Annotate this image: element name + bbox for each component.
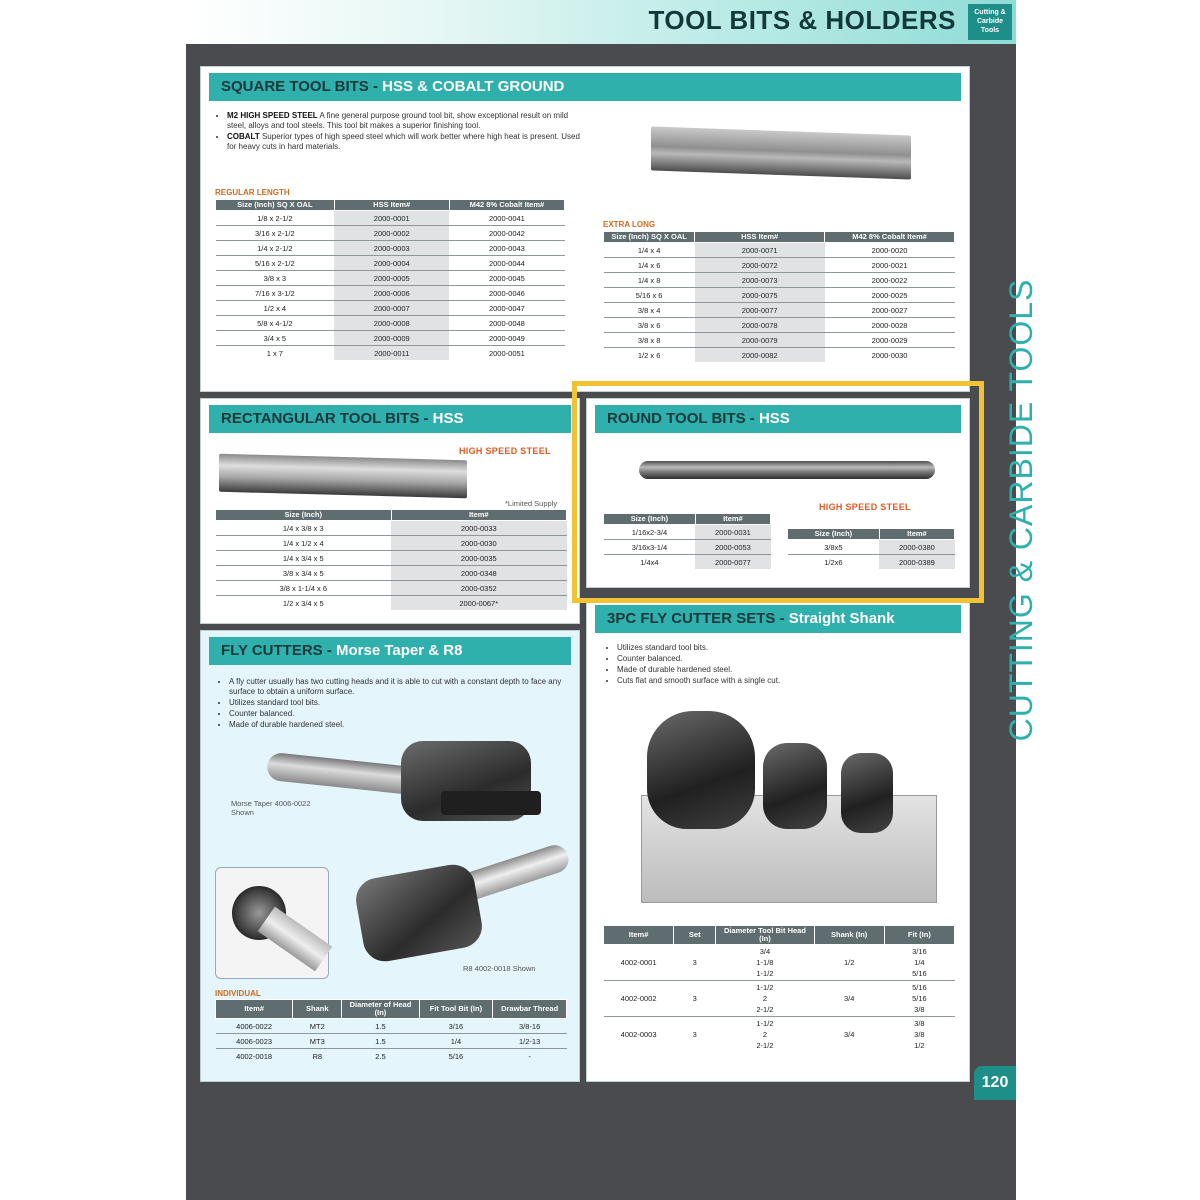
extra-long-header: M42 8% Cobalt Item#	[825, 232, 955, 243]
fly-cutter-inset-image	[215, 867, 329, 979]
table-cell: 2000-0042	[449, 226, 564, 241]
table-cell: 3	[674, 945, 716, 981]
fly-cutters-panel	[200, 630, 580, 1082]
rectangular-tool-bit-image	[219, 454, 467, 498]
table-cell: 3/8 3/8 1/2	[884, 1017, 954, 1053]
table-row	[216, 536, 567, 551]
table-cell: 4002-0003	[604, 1017, 674, 1053]
rectangular-tool-bits-panel	[200, 398, 580, 624]
table-row	[604, 318, 955, 333]
fly-cutter-sets-panel	[586, 598, 970, 1082]
fly-cutter-sets-bullets: • Utilizes standard tool bits. • Counter balanced. • Made of durable hardened steel. • Cuts flat and smooth surface with a single cut.	[603, 643, 957, 687]
table-cell: 2000-0389	[879, 555, 954, 570]
table-row	[216, 256, 565, 271]
table-cell: 1/2 x 4	[216, 301, 335, 316]
table-cell: 3/4 x 5	[216, 331, 335, 346]
regular-length-header: M42 8% Cobalt Item#	[449, 200, 564, 211]
fly-cutter-sets-header: Fit (In)	[884, 926, 954, 945]
table-cell: 3/16 1/4 5/16	[884, 945, 954, 981]
table-cell: 1.5	[342, 1019, 419, 1034]
regular-length-header: HSS Item#	[334, 200, 449, 211]
table-cell: 5/16 x 6	[604, 288, 695, 303]
table-cell: 1/4 x 2-1/2	[216, 241, 335, 256]
table-cell: 2000-0072	[695, 258, 825, 273]
round-material-label: HIGH SPEED STEEL	[819, 502, 911, 512]
table-cell: 3/16 x 2-1/2	[216, 226, 335, 241]
table-row	[216, 346, 565, 361]
table-cell: 2000-0007	[334, 301, 449, 316]
table-cell: 5/16 5/16 3/8	[884, 981, 954, 1017]
table-row	[216, 286, 565, 301]
fly-cutter-sets-header: Diameter Tool Bit Head (In)	[716, 926, 814, 945]
table-cell: 1-1/2 2 2-1/2	[716, 1017, 814, 1053]
round-small-header: Item#	[695, 514, 770, 525]
table-cell: 1/4	[419, 1034, 493, 1049]
table-cell: 2000-0031	[695, 525, 770, 540]
regular-length-header: Size (Inch) SQ X OAL	[216, 200, 335, 211]
table-cell: 2000-0002	[334, 226, 449, 241]
fly-cutters-header: Fit Tool Bit (In)	[419, 1000, 493, 1019]
table-cell: 1/2 x 6	[604, 348, 695, 363]
table-cell: 2000-0001	[334, 211, 449, 226]
table-row	[604, 273, 955, 288]
table-cell: 4006-0023	[216, 1034, 293, 1049]
fly-cutter-sets-header: Shank (In)	[814, 926, 884, 945]
table-cell: 1/4 x 3/4 x 5	[216, 551, 392, 566]
fly-cutters-bullets: • A fly cutter usually has two cutting heads and it is able to cut with a constant depth to face any surface to obtain a uniform surface. • Utilizes standard tool bits. • Counter balanced. • Made of durable hardened steel.	[215, 677, 569, 731]
table-row	[216, 331, 565, 346]
fly-cutters-header: Diameter of Head (In)	[342, 1000, 419, 1019]
fly-cutter-sets-title: 3PC FLY CUTTER SETS - Straight Shank	[595, 605, 961, 633]
table-cell: 1/2x6	[788, 555, 880, 570]
table-cell: 1/4 x 4	[604, 243, 695, 258]
table-cell: 2000-0082	[695, 348, 825, 363]
table-cell: 2000-0077	[695, 303, 825, 318]
table-row	[604, 333, 955, 348]
table-row	[604, 1017, 955, 1053]
table-cell: 2000-0028	[825, 318, 955, 333]
table-cell: 2000-0004	[334, 256, 449, 271]
table-row	[216, 551, 567, 566]
table-cell: 2000-0049	[449, 331, 564, 346]
table-cell: 2000-0009	[334, 331, 449, 346]
table-cell: 2.5	[342, 1049, 419, 1064]
table-cell: -	[493, 1049, 567, 1064]
table-cell: 2000-0348	[391, 566, 567, 581]
table-cell: 2000-0003	[334, 241, 449, 256]
table-row	[216, 596, 567, 611]
round-large-header: Size (Inch)	[788, 529, 880, 540]
table-cell: 5/16	[419, 1049, 493, 1064]
rectangular-table	[215, 509, 567, 610]
brand-logo: Cutting & Carbide Tools	[968, 4, 1012, 40]
table-cell: 3/8-16	[493, 1019, 567, 1034]
rectangular-header: Size (Inch)	[216, 510, 392, 521]
table-row	[216, 1049, 567, 1064]
table-cell: 1/2 x 3/4 x 5	[216, 596, 392, 611]
table-cell: 5/16 x 2-1/2	[216, 256, 335, 271]
table-cell: 2000-0053	[695, 540, 770, 555]
table-cell: 3/8 x 3	[216, 271, 335, 286]
table-row	[216, 226, 565, 241]
table-cell: 1/4 x 3/8 x 3	[216, 521, 392, 536]
table-row	[216, 1019, 567, 1034]
table-cell: 3/8x5	[788, 540, 880, 555]
table-cell: 1-1/2 2 2-1/2	[716, 981, 814, 1017]
table-cell: 1/2-13	[493, 1034, 567, 1049]
table-cell: 3/16x3-1/4	[604, 540, 696, 555]
fly-cutter-set-image	[633, 707, 953, 903]
table-cell: 2000-0046	[449, 286, 564, 301]
table-cell: 2000-0006	[334, 286, 449, 301]
table-cell: 3/4	[814, 981, 884, 1017]
table-cell: 2000-0078	[695, 318, 825, 333]
round-large-header: Item#	[879, 529, 954, 540]
table-cell: 2000-0022	[825, 273, 955, 288]
table-cell: 2000-0035	[391, 551, 567, 566]
table-row	[604, 288, 955, 303]
table-cell: 2000-0030	[825, 348, 955, 363]
table-cell: 1/4 x 1/2 x 4	[216, 536, 392, 551]
table-cell: 2000-0021	[825, 258, 955, 273]
fly-cutters-header: Shank	[293, 1000, 342, 1019]
table-cell: MT3	[293, 1034, 342, 1049]
table-cell: 2000-0380	[879, 540, 954, 555]
fly-cutters-header: Drawbar Thread	[493, 1000, 567, 1019]
round-tool-bits-title: ROUND TOOL BITS - HSS	[595, 405, 961, 433]
table-cell: 1/8 x 2-1/2	[216, 211, 335, 226]
table-row	[216, 316, 565, 331]
table-row	[216, 566, 567, 581]
extra-long-header: HSS Item#	[695, 232, 825, 243]
table-cell: 3/8 x 6	[604, 318, 695, 333]
table-cell: 3/8 x 4	[604, 303, 695, 318]
morse-taper-fly-cutter-image	[261, 731, 561, 851]
table-cell: 1/4 x 8	[604, 273, 695, 288]
table-cell: 7/16 x 3-1/2	[216, 286, 335, 301]
morse-taper-caption: Morse Taper 4006-0022 Shown	[231, 799, 311, 817]
table-cell: 2000-0027	[825, 303, 955, 318]
table-row	[216, 581, 567, 596]
table-cell: 3/8 x 1-1/4 x 6	[216, 581, 392, 596]
r8-caption: R8 4002-0018 Shown	[463, 964, 536, 973]
table-row	[216, 211, 565, 226]
table-cell: MT2	[293, 1019, 342, 1034]
page-title: TOOL BITS & HOLDERS	[648, 5, 956, 35]
table-cell: 2000-0048	[449, 316, 564, 331]
table-cell: 1/4x4	[604, 555, 696, 570]
table-cell: 2000-0029	[825, 333, 955, 348]
regular-length-label: REGULAR LENGTH	[215, 188, 290, 197]
rectangular-header: Item#	[391, 510, 567, 521]
table-cell: 2000-0011	[334, 346, 449, 361]
extra-long-label: EXTRA LONG	[603, 220, 656, 229]
table-cell: 2000-0044	[449, 256, 564, 271]
fly-cutters-header: Item#	[216, 1000, 293, 1019]
table-cell: 3/4	[814, 1017, 884, 1053]
table-row	[216, 1034, 567, 1049]
table-row	[216, 271, 565, 286]
table-row	[216, 241, 565, 256]
table-cell: R8	[293, 1049, 342, 1064]
table-cell: 2000-0079	[695, 333, 825, 348]
round-tool-bits-highlight	[572, 381, 984, 603]
rectangular-tool-bits-title: RECTANGULAR TOOL BITS - HSS	[209, 405, 571, 433]
table-cell: 1.5	[342, 1034, 419, 1049]
table-cell: 4006-0022	[216, 1019, 293, 1034]
r8-fly-cutter-image	[351, 841, 571, 971]
table-row	[216, 521, 567, 536]
table-row	[604, 945, 955, 981]
table-cell: 2000-0005	[334, 271, 449, 286]
table-cell: 1/16x2-3/4	[604, 525, 696, 540]
table-cell: 4002-0018	[216, 1049, 293, 1064]
extra-long-table	[603, 231, 955, 362]
square-tool-bits-title: SQUARE TOOL BITS - HSS & COBALT GROUND	[209, 73, 961, 101]
table-cell: 2000-0051	[449, 346, 564, 361]
table-cell: 2000-0073	[695, 273, 825, 288]
page-header	[186, 0, 1016, 44]
square-tool-bits-panel	[200, 66, 970, 392]
table-cell: 5/8 x 4-1/2	[216, 316, 335, 331]
fly-cutter-sets-header: Set	[674, 926, 716, 945]
table-cell: 2000-0025	[825, 288, 955, 303]
table-cell: 4002-0002	[604, 981, 674, 1017]
table-cell: 2000-0043	[449, 241, 564, 256]
table-cell: 3/4 1-1/8 1-1/2	[716, 945, 814, 981]
square-bullets: • M2 HIGH SPEED STEEL A fine general purpose ground tool bit, show exceptional result on mild steel, alloys and tool steels. This tool bit makes a superior finishing tool. • COBALT Superior types of high speed steel which will work better where high heat is present. Used for heavy cuts in hard materials.	[213, 111, 587, 153]
square-tool-bit-image	[651, 126, 911, 179]
fly-cutter-sets-header: Item#	[604, 926, 674, 945]
table-cell: 3	[674, 1017, 716, 1053]
table-cell: 2000-0047	[449, 301, 564, 316]
table-row	[604, 303, 955, 318]
table-cell: 2000-0008	[334, 316, 449, 331]
individual-label: INDIVIDUAL	[215, 989, 261, 998]
table-cell: 2000-0075	[695, 288, 825, 303]
table-cell: 2000-0071	[695, 243, 825, 258]
extra-long-header: Size (Inch) SQ X OAL	[604, 232, 695, 243]
table-cell: 4002-0001	[604, 945, 674, 981]
table-cell: 2000-0077	[695, 555, 770, 570]
regular-length-table	[215, 199, 565, 360]
table-cell: 3	[674, 981, 716, 1017]
table-cell: 1 x 7	[216, 346, 335, 361]
table-cell: 2000-0352	[391, 581, 567, 596]
fly-cutter-sets-table	[603, 925, 955, 1052]
table-cell: 1/2	[814, 945, 884, 981]
table-row	[604, 348, 955, 363]
limited-supply-note: *Limited Supply	[505, 499, 558, 508]
page-number: 120	[974, 1066, 1016, 1100]
table-cell: 3/8 x 3/4 x 5	[216, 566, 392, 581]
table-cell: 2000-0033	[391, 521, 567, 536]
table-cell: 2000-0067*	[391, 596, 567, 611]
table-cell: 2000-0020	[825, 243, 955, 258]
table-row	[604, 258, 955, 273]
table-cell: 2000-0041	[449, 211, 564, 226]
fly-cutters-table	[215, 999, 567, 1063]
table-row	[216, 301, 565, 316]
table-cell: 3/8 x 8	[604, 333, 695, 348]
table-row	[604, 981, 955, 1017]
rect-material-label: HIGH SPEED STEEL	[459, 446, 551, 456]
table-row	[604, 243, 955, 258]
table-cell: 1/4 x 6	[604, 258, 695, 273]
side-category-label: CUTTING & CARBIDE TOOLS	[1003, 278, 1039, 742]
round-small-header: Size (Inch)	[604, 514, 696, 525]
fly-cutters-title: FLY CUTTERS - Morse Taper & R8	[209, 637, 571, 665]
table-cell: 2000-0045	[449, 271, 564, 286]
table-cell: 2000-0030	[391, 536, 567, 551]
table-cell: 3/16	[419, 1019, 493, 1034]
